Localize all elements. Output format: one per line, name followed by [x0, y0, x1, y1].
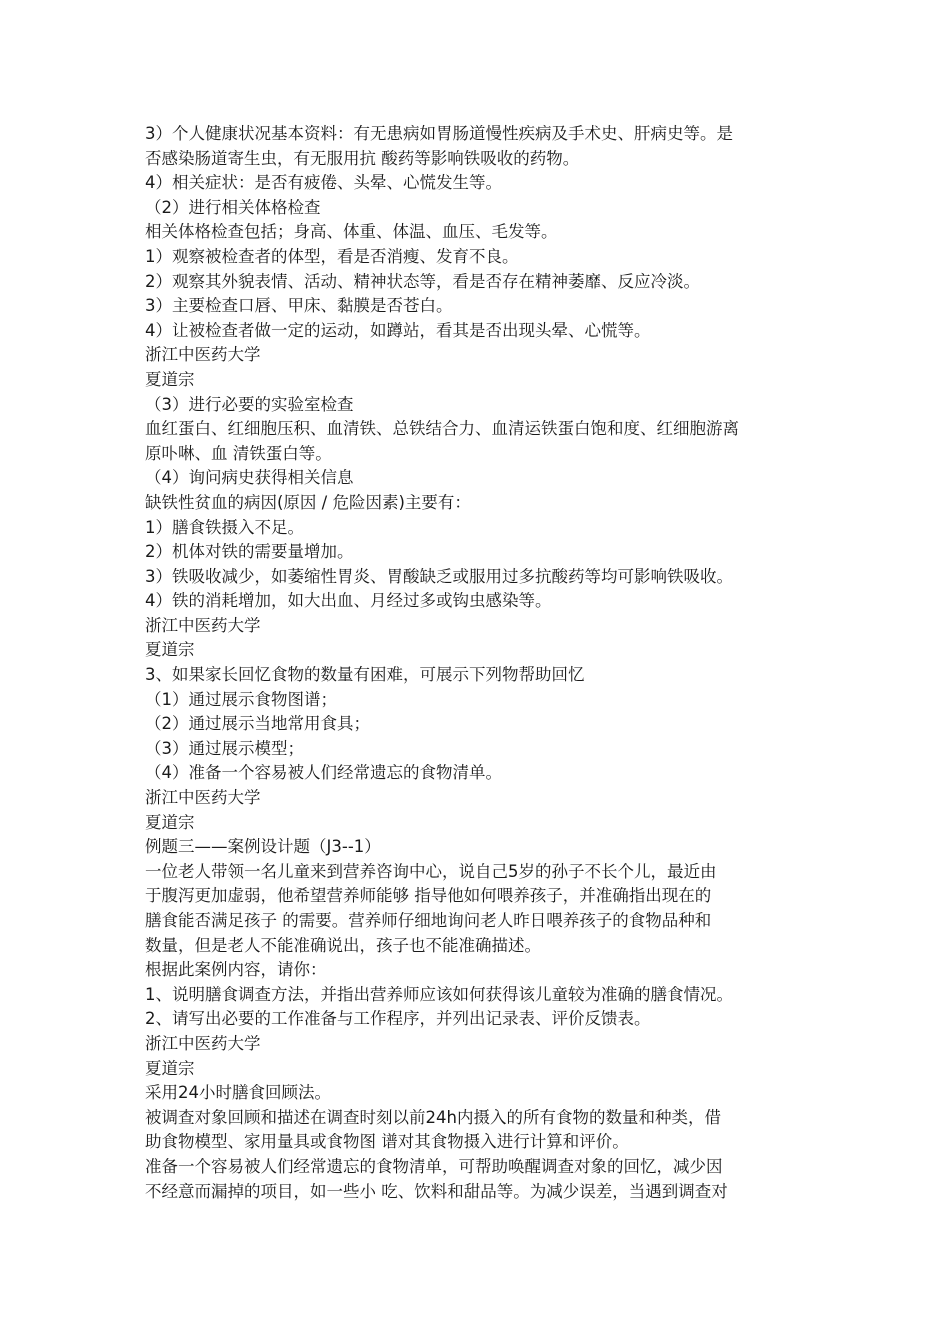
text-line: 相关体格检查包括；身高、体重、体温、血压、毛发等。 [145, 222, 558, 242]
list-item: 3）主要检查口唇、甲床、黏膜是否苍白。 [145, 296, 453, 316]
section-heading: 3、如果家长回忆食物的数量有困难，可展示下列物帮助回忆 [145, 665, 585, 685]
section-heading: （2）进行相关体格检查 [145, 197, 321, 217]
list-item: （2）通过展示当地常用食具； [145, 714, 370, 734]
text-line: 血红蛋白、红细胞压积、血清铁、总铁结合力、血清运铁蛋白饱和度、红细胞游离 [145, 419, 739, 439]
list-item: 2、请写出必要的工作准备与工作程序，并列出记录表、评价反馈表。 [145, 1009, 651, 1029]
text-line: 被调查对象回顾和描述在调查时刻以前24h内摄入的所有食物的数量和种类，借 [145, 1107, 721, 1127]
list-item: 2）观察其外貌表情、活动、精神状态等，看是否存在精神萎靡、反应冷淡。 [145, 271, 700, 291]
text-line: 否感染肠道寄生虫，有无服用抗 酸药等影响铁吸收的药物。 [145, 148, 580, 168]
section-heading: 例题三——案例设计题（J3--1） [145, 837, 381, 857]
list-item: （4）准备一个容易被人们经常遗忘的食物清单。 [145, 763, 502, 783]
institution-label: 浙江中医药大学 [145, 615, 261, 635]
author-label: 夏道宗 [145, 640, 195, 660]
text-line: 不经意而漏掉的项目，如一些小 吃、饮料和甜品等。为减少误差，当遇到调查对 [145, 1181, 728, 1201]
list-item: 4）让被检查者做一定的运动，如蹲站，看其是否出现头晕、心慌等。 [145, 320, 651, 340]
list-item: （1）通过展示食物图谱； [145, 689, 337, 709]
list-item: 4）铁的消耗增加，如大出血、月经过多或钩虫感染等。 [145, 591, 552, 611]
document-body [145, 122, 815, 1204]
text-line: 膳食能否满足孩子 的需要。营养师仔细地询问老人昨日喂养孩子的食物品种和 [145, 911, 712, 930]
text-line: 助食物模型、家用量具或食物图 谱对其食物摄入进行计算和评价。 [145, 1132, 629, 1152]
institution-label: 浙江中医药大学 [145, 788, 261, 808]
institution-label: 浙江中医药大学 [145, 345, 261, 365]
list-item: 1、说明膳食调查方法，并指出营养师应该如何获得该儿童较为准确的膳食情况。 [145, 984, 733, 1004]
list-item: 1）膳食铁摄入不足。 [145, 517, 304, 537]
section-heading: （4）询问病史获得相关信息 [145, 468, 354, 488]
author-label: 夏道宗 [145, 812, 195, 832]
text-line: 4）相关症状：是否有疲倦、头晕、心慌发生等。 [145, 173, 502, 193]
text-line: 于腹泻更加虚弱，他希望营养师能够 指导他如何喂养孩子，并准确指出现在的 [145, 886, 712, 906]
text-line: 采用24小时膳食回顾法。 [145, 1083, 331, 1103]
section-heading: （3）进行必要的实验室检查 [145, 394, 354, 414]
text-line: 缺铁性贫血的病因(原因 / 危险因素)主要有： [145, 492, 471, 512]
list-item: 2）机体对铁的需要量增加。 [145, 542, 354, 562]
list-item: （3）通过展示模型； [145, 738, 304, 758]
text-line: 数量，但是老人不能准确说出，孩子也不能准确描述。 [145, 935, 541, 955]
list-item: 3）铁吸收减少，如萎缩性胃炎、胃酸缺乏或服用过多抗酸药等均可影响铁吸收。 [145, 566, 733, 586]
list-item: 1）观察被检查者的体型，看是否消瘦、发育不良。 [145, 246, 519, 266]
text-line: 准备一个容易被人们经常遗忘的食物清单，可帮助唤醒调查对象的回忆，减少因 [145, 1156, 723, 1176]
author-label: 夏道宗 [145, 1058, 195, 1078]
institution-label: 浙江中医药大学 [145, 1033, 261, 1053]
text-line: 原卟啉、血 清铁蛋白等。 [145, 443, 332, 463]
author-label: 夏道宗 [145, 369, 195, 389]
text-line: 根据此案例内容，请你： [145, 960, 327, 980]
text-line: 3）个人健康状况基本资料：有无患病如胃肠道慢性疾病及手术史、肝病史等。是 [145, 124, 733, 143]
text-line: 一位老人带领一名儿童来到营养咨询中心，说自己5岁的孙子不长个儿，最近由 [145, 861, 717, 881]
